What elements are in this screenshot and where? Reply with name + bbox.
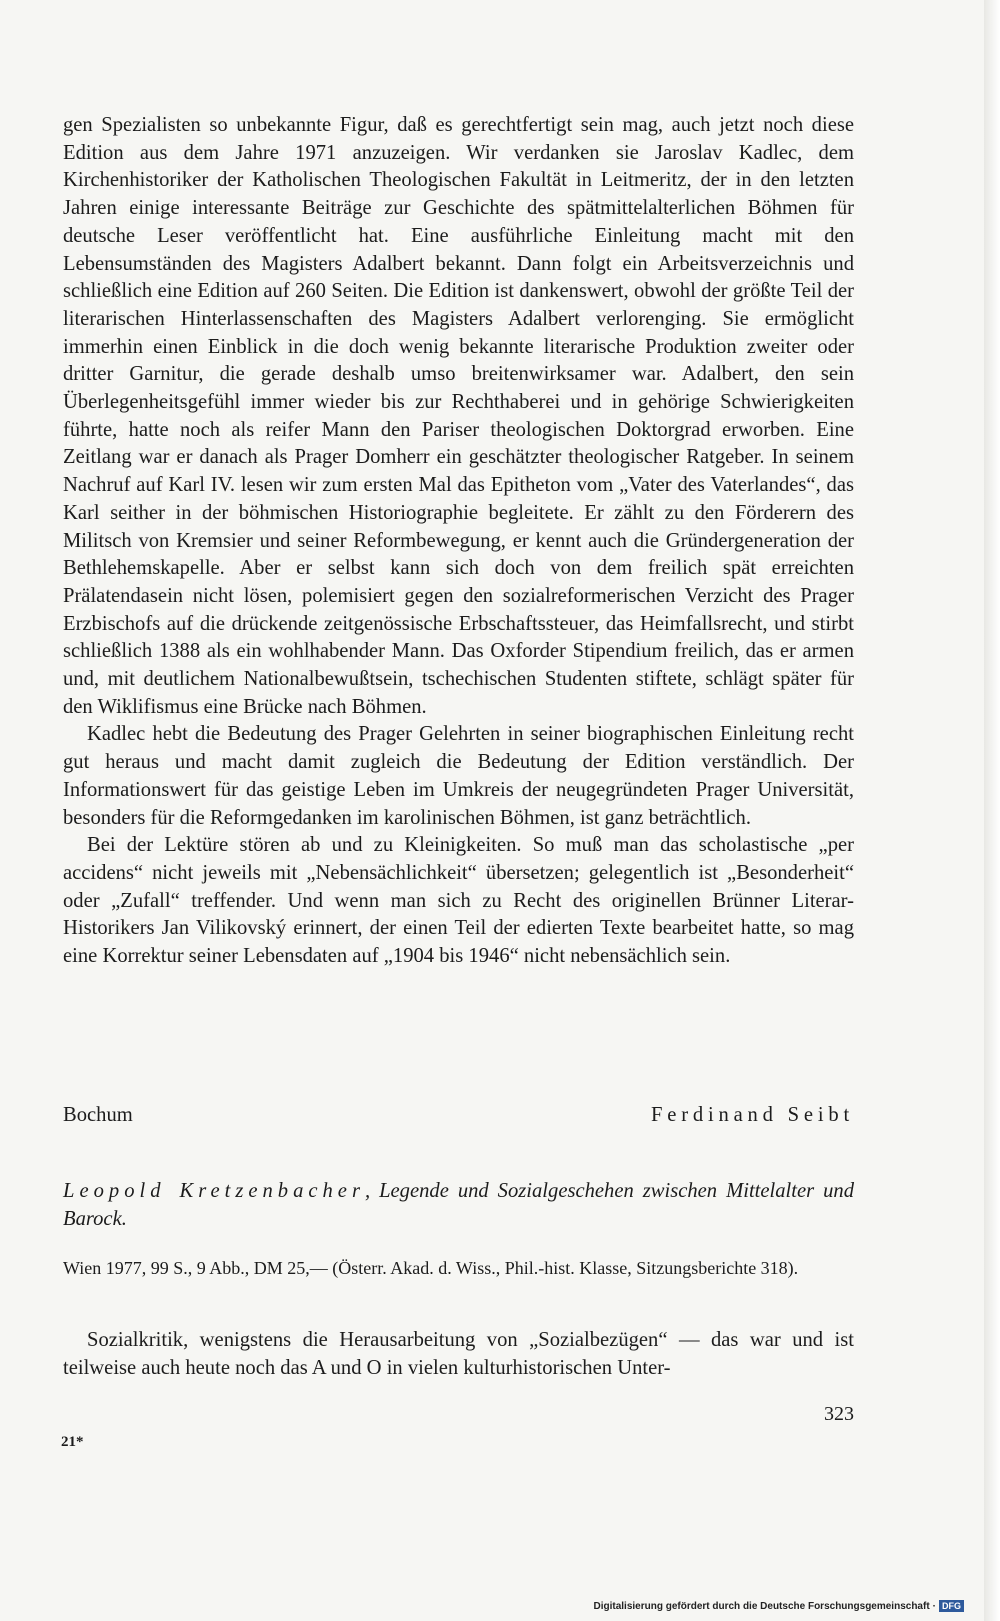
paragraph-3: Bei der Lektüre stören ab und zu Kleinigkeiten. So muß man das scholastische „per accidens“ nicht jeweils mit „Nebensächlichkeit“ übersetzen; gelegentlich ist „Besonderheit“ oder „Zufall“ treffender. Und wenn man sich zu Recht des originellen Brünner Literar-Historikers Jan Vilikovský erinnert, der einen Teil der edierten Texte bearbeitet hatte, so mag eine Korrektur seiner Lebensdaten auf „1904 bis 1946“ nicht nebensächlich sein. <box>63 834 854 968</box>
footer-credit <box>593 1600 964 1612</box>
place: Bochum <box>63 1104 133 1126</box>
dfg-logo-icon: DFG <box>939 1600 964 1612</box>
book-title: , Legende und Sozialgeschehen zwischen Mittelalter und Barock. <box>63 1180 855 1230</box>
paragraph-2: Kadlec hebt die Bedeutung des Prager Gelehrten in seiner biographischen Einleitung recht gut heraus und macht damit zugleich die Bedeutung der Edition verständlich. Der Informationswert für das geistige Leben im Umkreis der neugegründeten Prager Universität, besonders für die Reformgedanken im karolinischen Böhmen, ist ganz beträchtlich. <box>63 723 854 829</box>
signature-mark: 21* <box>61 1434 84 1450</box>
publication-details: Wien 1977, 99 S., 9 Abb., DM 25,— (Österr. Akad. d. Wiss., Phil.-hist. Klasse, Sitzungsberichte 318). <box>63 1258 799 1278</box>
separator-dot: · <box>932 1600 936 1612</box>
opening-paragraph: Sozialkritik, wenigstens die Herausarbeitung von „Sozialbezügen“ — das war und ist teilweise auch heute noch das A und O in vielen kulturhistorischen Unter- <box>63 1329 854 1379</box>
digitization-credit: Digitalisierung gefördert durch die Deutsche Forschungsgemeinschaft <box>593 1600 930 1612</box>
reviewer-name: Ferdinand Seibt <box>651 1104 854 1126</box>
review-opening <box>63 1327 854 1382</box>
page-number: 323 <box>824 1403 854 1425</box>
page-edge <box>984 0 1000 1621</box>
book-author: Leopold Kretzenbacher <box>63 1180 365 1202</box>
paragraph-1: gen Spezialisten so unbekannte Figur, daß es gerechtfertigt sein mag, auch jetzt noch diese Edition aus dem Jahre 1971 anzuzeigen. Wir verdanken sie Jaroslav Kadlec, dem Kirchenhistoriker der Katholischen Theologischen Fakultät in Leitmeritz, der in den letzten Jahren einige interessante Beiträge zur Geschichte des spätmittelalterlichen Böhmen für deutsche Leser veröffentlicht hat. Eine ausführliche Einleitung macht mit den Lebensumständen des Magisters Adalbert bekannt. Dann folgt ein Arbeitsverzeichnis und schließlich eine Edition auf 260 Seiten. Die Edition ist dankenswert, obwohl der größte Teil der literarischen Hinterlassenschaften des Magisters Adalbert verlorenging. Sie ermöglicht immerhin einen Einblick in die doch wenig bekannte literarische Produktion zweiter oder dritter Garnitur, die gerade deshalb umso breitenwirksamer war. Adalbert, den sein Überlegenheitsgefühl immer wieder bis zur Rechthaberei und in gehörige Schwierigkeiten führte, hatte noch als reifer Mann den Pariser theologischen Doktorgrad erworben. Eine Zeitlang war er danach als Prager Domherr ein geschätzter theologischer Ratgeber. In seinem Nachruf auf Karl IV. lesen wir zum ersten Mal das Epitheton vom „Vater des Vaterlandes“, das Karl seither in der böhmischen Historiographie begleitete. Er zählt zu den Förderern des Militsch von Kremsier und seiner Reformbewegung, er kennt auch die Gründergeneration der Bethlehemskapelle. Aber er selbst kann sich doch von dem freilich spät erreichten Prälatendasein nicht lösen, polemisiert gegen den sozialreformerischen Verzicht des Prager Erzbischofs auf die drückende zeitgenössische Erbschaftssteuer, das Heimfallsrecht, und stirbt schließlich 1388 als ein wohlhabender Mann. Das Oxforder Stipendium freilich, das er armen und, mit deutlichem Nationalbewußtsein, tschechischen Studenten stiftete, schlägt später für den Wiklifismus eine Brücke nach Böhmen. <box>63 114 854 718</box>
review-body <box>63 112 854 971</box>
book-citation <box>63 1178 854 1233</box>
review-signature <box>63 1102 854 1129</box>
